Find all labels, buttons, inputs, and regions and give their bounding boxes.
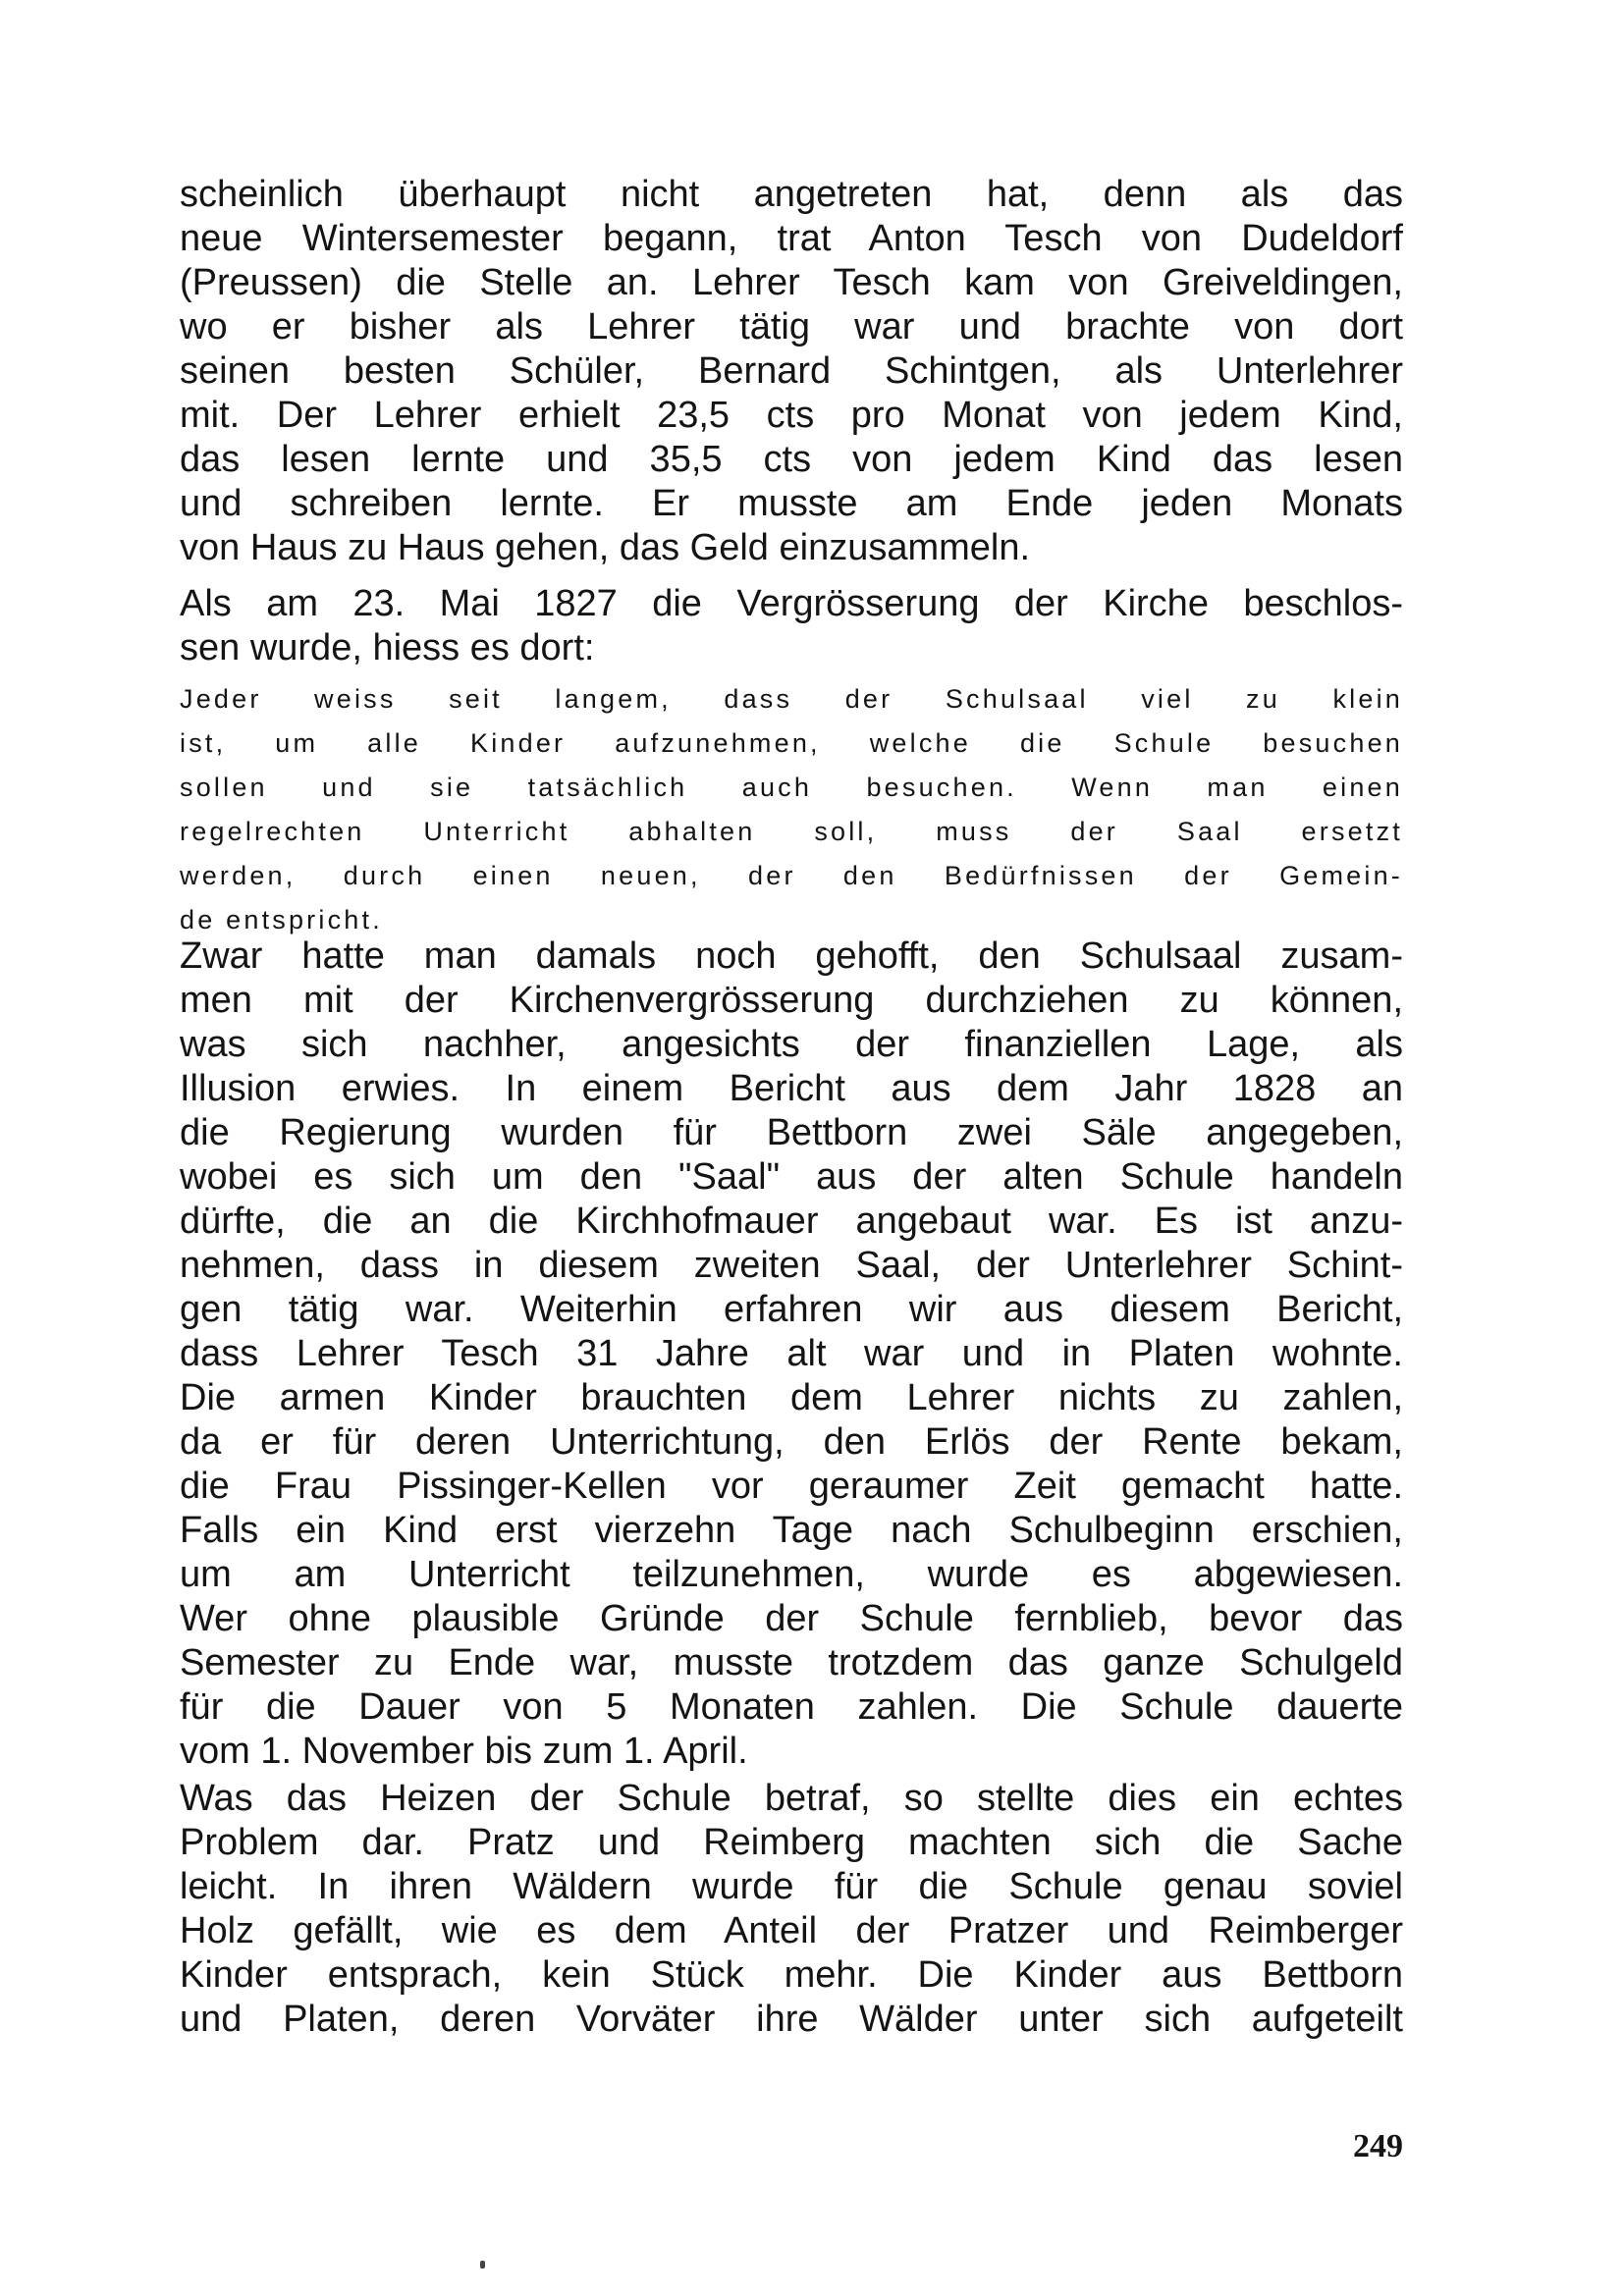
text-line: dürfte, die an die Kirchhofmauer angebaut war. Es ist anzu- — [180, 1201, 1403, 1242]
block-quote — [180, 677, 1403, 942]
quote-line: Jeder weiss seit langem, dass der Schulsaal viel zu klein — [180, 684, 1403, 714]
text-line: Die armen Kinder brauchten dem Lehrer nichts zu zahlen, — [180, 1377, 1403, 1418]
text-line: da er für deren Unterrichtung, den Erlös der Rente bekam, — [180, 1421, 1403, 1463]
text-line: um am Unterricht teilzunehmen, wurde es abgewiesen. — [180, 1554, 1403, 1595]
text-line: wo er bisher als Lehrer tätig war und brachte von dort — [180, 306, 1403, 347]
paragraph-1 — [180, 173, 1403, 570]
text-line: scheinlich überhaupt nicht angetreten hat, denn als das — [180, 174, 1403, 215]
text-line: mit. Der Lehrer erhielt 23,5 cts pro Monat von jedem Kind, — [180, 395, 1403, 436]
quote-line: sollen und sie tatsächlich auch besuchen. Wenn man einen — [180, 773, 1403, 802]
text-line: Holz gefällt, wie es dem Anteil der Pratzer und Reimberger — [180, 1910, 1403, 1951]
text-line: men mit der Kirchenvergrösserung durchziehen zu können, — [180, 980, 1403, 1021]
text-line: Problem dar. Pratz und Reimberg machten sich die Sache — [180, 1822, 1403, 1863]
quote-line: de entspricht. — [180, 905, 383, 934]
text-line: neue Wintersemester begann, trat Anton Tesch von Dudeldorf — [180, 218, 1403, 259]
text-line: Kinder entsprach, kein Stück mehr. Die Kinder aus Bettborn — [180, 1954, 1403, 1996]
text-line: vom 1. November bis zum 1. April. — [180, 1731, 748, 1772]
text-line: Zwar hatte man damals noch gehofft, den Schulsaal zusam- — [180, 935, 1403, 977]
text-line: und schreiben lernte. Er musste am Ende jeden Monats — [180, 483, 1403, 524]
text-line: und Platen, deren Vorväter ihre Wälder unter sich aufgeteilt — [180, 1999, 1403, 2040]
paragraph-4 — [180, 1777, 1403, 2042]
paragraph-3 — [180, 934, 1403, 1774]
scan-speck — [480, 2261, 485, 2269]
text-line: für die Dauer von 5 Monaten zahlen. Die Schule dauerte — [180, 1686, 1403, 1728]
paragraph-2 — [180, 582, 1403, 670]
text-line: Semester zu Ende war, musste trotzdem das ganze Schulgeld — [180, 1642, 1403, 1683]
quote-line: werden, durch einen neuen, der den Bedürfnissen der Gemein- — [180, 861, 1403, 890]
text-line: von Haus zu Haus gehen, das Geld einzusammeln. — [180, 527, 1031, 568]
quote-line: regelrechten Unterricht abhalten soll, muss der Saal ersetzt — [180, 817, 1403, 846]
page-number: 249 — [1353, 2128, 1403, 2164]
text-line: Illusion erwies. In einem Bericht aus dem Jahr 1828 an — [180, 1068, 1403, 1109]
text-line: dass Lehrer Tesch 31 Jahre alt war und in Platen wohnte. — [180, 1333, 1403, 1374]
text-line: die Regierung wurden für Bettborn zwei Säle angegeben, — [180, 1112, 1403, 1153]
text-line: Wer ohne plausible Gründe der Schule fernblieb, bevor das — [180, 1598, 1403, 1639]
text-line: (Preussen) die Stelle an. Lehrer Tesch kam von Greiveldingen, — [180, 262, 1403, 303]
text-line: das lesen lernte und 35,5 cts von jedem Kind das lesen — [180, 439, 1403, 480]
text-line: gen tätig war. Weiterhin erfahren wir aus diesem Bericht, — [180, 1289, 1403, 1330]
quote-line: ist, um alle Kinder aufzunehmen, welche die Schule besuchen — [180, 728, 1403, 758]
text-line: leicht. In ihren Wäldern wurde für die Schule genau soviel — [180, 1866, 1403, 1907]
text-line: sen wurde, hiess es dort: — [180, 627, 595, 668]
text-line: Als am 23. Mai 1827 die Vergrösserung der Kirche beschlos- — [180, 583, 1403, 624]
text-line: was sich nachher, angesichts der finanziellen Lage, als — [180, 1024, 1403, 1065]
text-line: Was das Heizen der Schule betraf, so stellte dies ein echtes — [180, 1778, 1403, 1819]
text-line: seinen besten Schüler, Bernard Schintgen, als Unterlehrer — [180, 350, 1403, 392]
text-line: die Frau Pissinger-Kellen vor geraumer Zeit gemacht hatte. — [180, 1466, 1403, 1507]
text-line: wobei es sich um den "Saal" aus der alten Schule handeln — [180, 1156, 1403, 1198]
text-line: nehmen, dass in diesem zweiten Saal, der Unterlehrer Schint- — [180, 1245, 1403, 1286]
text-line: Falls ein Kind erst vierzehn Tage nach Schulbeginn erschien, — [180, 1510, 1403, 1551]
